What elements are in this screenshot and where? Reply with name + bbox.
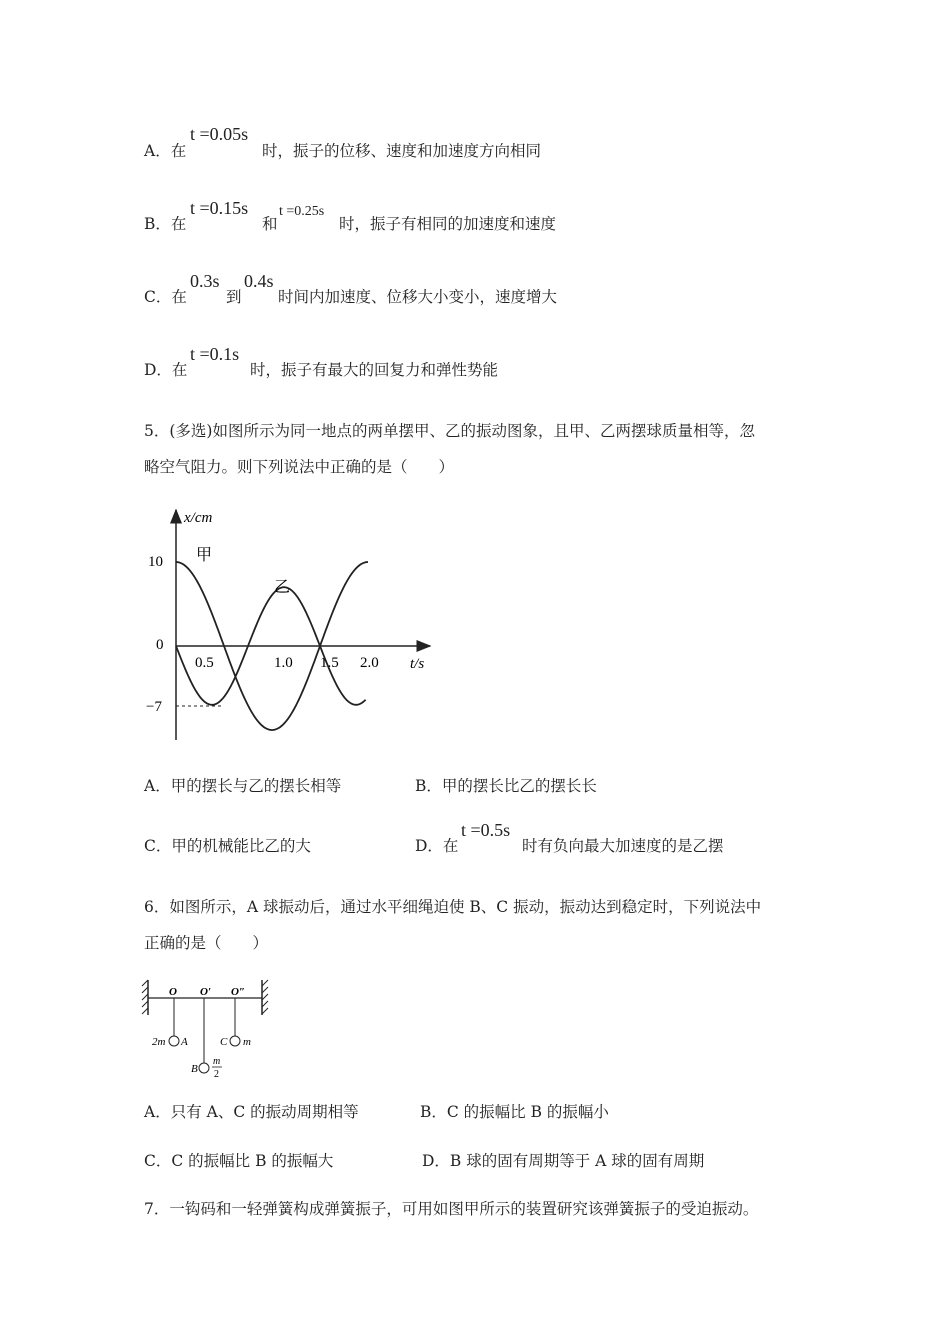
q4-option-b-text: 时，振子有相同的加速度和速度	[339, 215, 557, 233]
q6-stem-line2: 正确的是（ ）	[144, 934, 269, 952]
label-a: A	[181, 1036, 188, 1048]
q6-option-c: C．C 的振幅比 B 的振幅大	[144, 1152, 334, 1170]
label-o-prime: O′	[200, 986, 212, 998]
q4-option-b-math1: t =0.15s	[190, 198, 249, 218]
q4-option-a-label: A．在	[144, 142, 187, 160]
label-c-mass: m	[243, 1036, 251, 1048]
chart-x-tick-0-5: 0.5	[195, 655, 214, 671]
q4-option-b-math2: t =0.25s	[279, 204, 325, 219]
label-c: C	[220, 1036, 228, 1048]
ball-c	[230, 1036, 240, 1046]
q4-option-a-text: 时，振子的位移、速度和加速度方向相同	[262, 142, 542, 160]
chart-y-tick-neg7: −7	[146, 699, 162, 715]
q4-option-a-math: t =0.05s	[190, 124, 249, 144]
q4-option-d-math: t =0.1s	[190, 344, 240, 364]
chart-x-label: t/s	[410, 656, 425, 672]
q6-option-d: D．B 球的固有周期等于 A 球的固有周期	[422, 1152, 705, 1170]
q4-option-d-text: 时，振子有最大的回复力和弹性势能	[250, 361, 499, 379]
q5-option-d-label: D．在	[415, 837, 459, 855]
q5-option-c: C．甲的机械能比乙的大	[144, 837, 311, 855]
label-b-mass-den: 2	[214, 1069, 219, 1080]
right-wall-hatch	[262, 980, 268, 1014]
q6-stem-line1: 6．如图所示，A 球振动后，通过水平细绳迫使 B、C 振动，振动达到稳定时，下列说法中	[144, 898, 762, 916]
label-o-double-prime: O″	[231, 986, 246, 998]
q4-option-c-math1: 0.3s	[190, 271, 220, 291]
q4-option-c-label: C．在	[144, 288, 187, 306]
label-o: O	[169, 986, 177, 998]
q4-option-c-mid: 到	[226, 288, 242, 306]
q5-option-d-text: 时有负向最大加速度的是乙摆	[522, 837, 724, 855]
label-2m: 2m	[152, 1036, 166, 1048]
chart-y-tick-0: 0	[156, 637, 164, 653]
q5-option-a: A．甲的摆长与乙的摆长相等	[144, 777, 342, 795]
label-b-mass-num: m	[213, 1056, 221, 1067]
q4-option-b-label: B．在	[144, 215, 187, 233]
chart-x-tick-1-0: 1.0	[274, 655, 293, 671]
q5-stem-line1: 5．(多选)如图所示为同一地点的两单摆甲、乙的振动图象，且甲、乙两摆球质量相等，忽	[144, 422, 755, 440]
q4-option-b-mid: 和	[262, 215, 278, 233]
chart-y-label: x/cm	[184, 510, 213, 526]
chart-x-tick-1-5: 1.5	[320, 655, 339, 671]
q6-pendulum-figure	[140, 975, 270, 1080]
q6-option-a: A．只有 A、C 的振动周期相等	[144, 1103, 359, 1121]
label-b: B	[191, 1063, 198, 1075]
left-wall-hatch	[142, 980, 148, 1014]
q5-option-d-math: t =0.5s	[461, 820, 511, 840]
q7-stem-line1: 7．一钩码和一轻弹簧构成弹簧振子，可用如图甲所示的装置研究该弹簧振子的受迫振动。	[144, 1200, 759, 1218]
series-jia-label: 甲	[196, 547, 213, 564]
series-yi-label: 乙	[274, 579, 291, 596]
chart-x-tick-2-0: 2.0	[360, 655, 379, 671]
q4-option-d-label: D．在	[144, 361, 188, 379]
q5-vibration-chart	[140, 500, 450, 750]
ball-b	[199, 1063, 209, 1073]
q4-option-c-text: 时间内加速度、位移大小变小，速度增大	[278, 288, 558, 306]
q4-option-c-math2: 0.4s	[244, 271, 274, 291]
ball-a	[169, 1036, 179, 1046]
q6-option-b: B．C 的振幅比 B 的振幅小	[420, 1103, 609, 1121]
q5-option-b: B．甲的摆长比乙的摆长长	[415, 777, 597, 795]
chart-y-tick-10: 10	[148, 554, 163, 570]
q5-stem-line2: 略空气阻力。则下列说法中正确的是（ ）	[144, 458, 455, 476]
